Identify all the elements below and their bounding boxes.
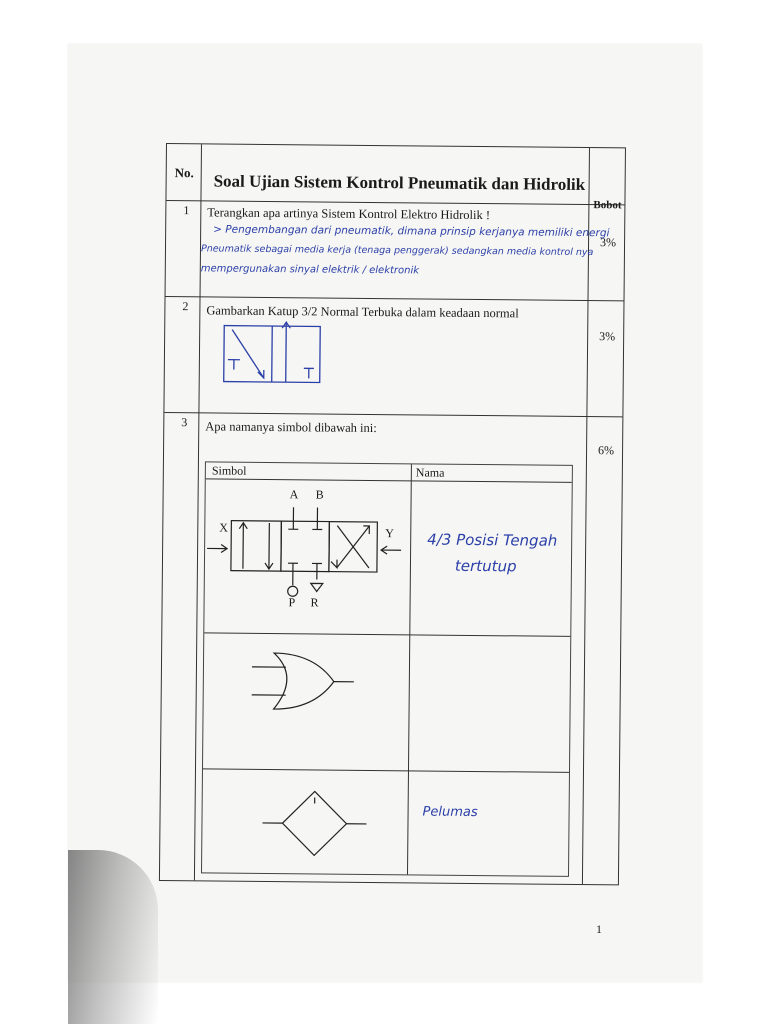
- header-no: No.: [174, 165, 194, 181]
- row-divider-header: [166, 200, 624, 205]
- page-title: Soal Ujian Sistem Kontrol Pneumatik dan Hidrolik: [213, 171, 586, 195]
- col-divider-bobot: [582, 148, 590, 884]
- answer-3a-line-1: 4/3 Posisi Tengah: [427, 530, 558, 550]
- hand-shadow: [68, 850, 158, 1024]
- or-gate-symbol: [203, 634, 404, 766]
- label-y: Y: [385, 526, 395, 541]
- question-1-text: Terangkan apa artinya Sistem Kontrol Elektro Hidrolik !: [207, 205, 491, 223]
- answer-1-line-1: > Pengembangan dari pneumatik, dimana prinsip kerjanya memiliki energi: [213, 223, 610, 240]
- answer-1-line-2: Pneumatik sebagai media kerja (tenaga penggerak) sedangkan media kontrol nya: [200, 243, 594, 259]
- answer-3a-line-2: tertutup: [454, 556, 517, 576]
- header-bobot: Bobot: [593, 199, 622, 212]
- question-1-number: 1: [183, 203, 190, 218]
- answer-1-line-3: mempergunakan sinyal elektrik / elektronik: [200, 263, 420, 277]
- label-b: B: [315, 487, 324, 502]
- row-divider-q2: [164, 412, 622, 417]
- question-3-text: Apa namanya simbol dibawah ini:: [205, 419, 377, 436]
- question-1-weight: 3%: [600, 235, 617, 250]
- question-2-number: 2: [182, 299, 189, 314]
- question-2-text: Gambarkan Katup 3/2 Normal Terbuka dalam keadaan normal: [206, 303, 519, 321]
- lubricator-symbol: [202, 770, 403, 882]
- question-3-weight: 6%: [598, 443, 615, 458]
- label-p: P: [288, 595, 296, 610]
- answer-3c: Pelumas: [422, 804, 478, 821]
- col-header-simbol: Simbol: [211, 463, 247, 478]
- symbol-table-divider: [407, 464, 412, 874]
- exam-table-sheet: [159, 143, 626, 885]
- label-a: A: [289, 487, 299, 502]
- question-3-number: 3: [181, 415, 188, 430]
- question-2-weight: 3%: [599, 329, 616, 344]
- valve-4-3-symbol: [204, 478, 405, 630]
- row-divider-q1: [166, 296, 624, 301]
- label-r: R: [310, 595, 319, 610]
- label-x: X: [219, 520, 229, 535]
- col-header-nama: Nama: [415, 465, 445, 480]
- valve-3-2-drawing: [220, 320, 341, 401]
- page-number: 1: [596, 922, 602, 936]
- symbol-table: [201, 461, 573, 877]
- col-divider-no: [194, 144, 202, 880]
